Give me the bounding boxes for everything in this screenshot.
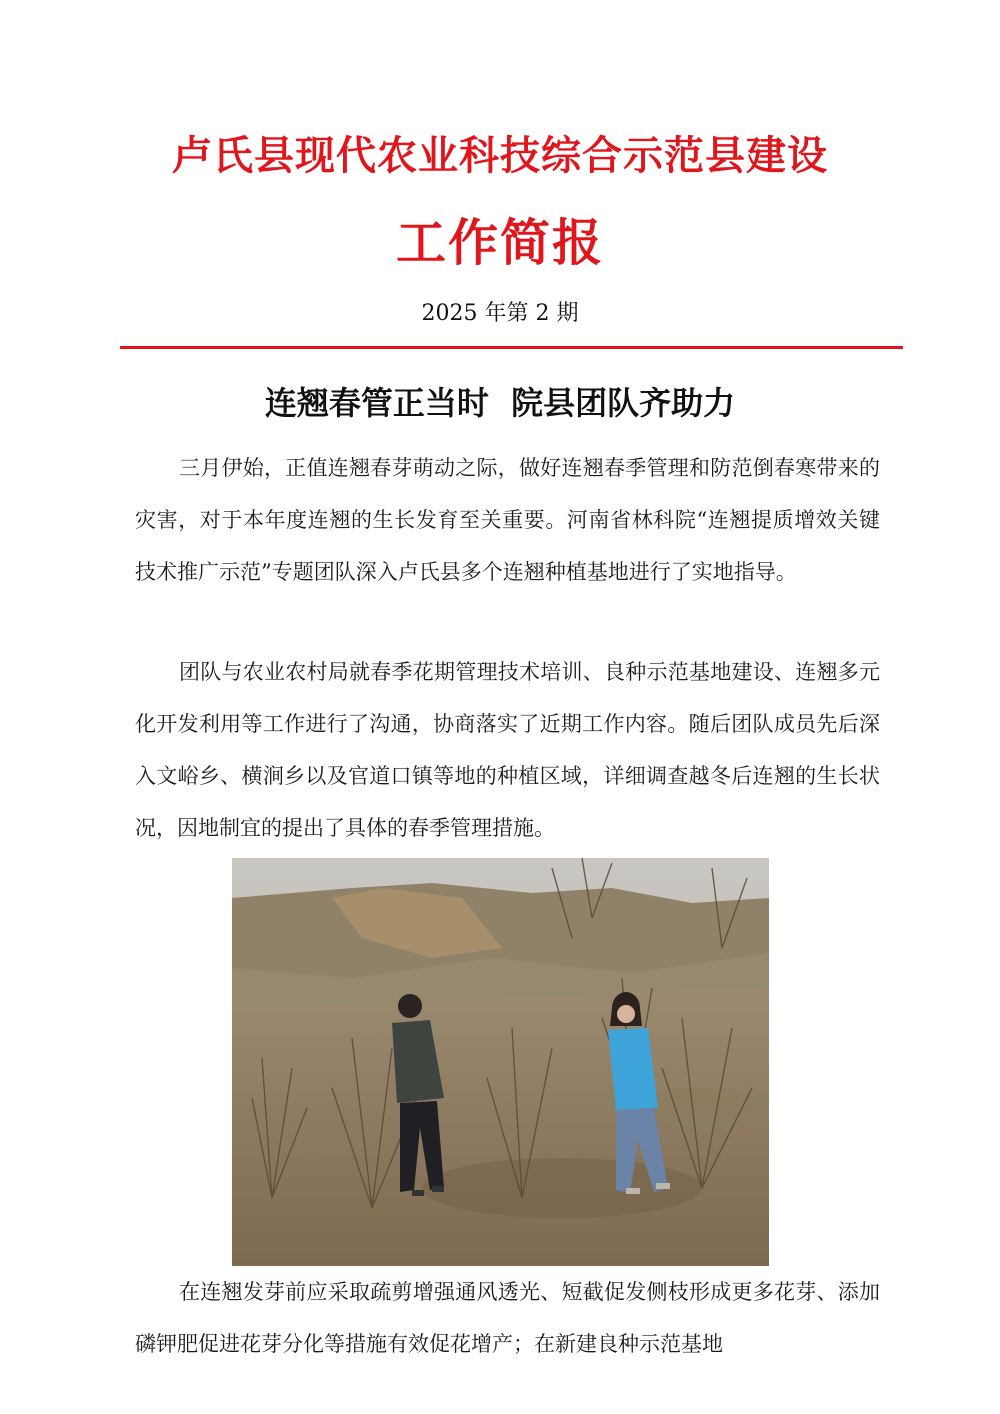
- article-headline: 连翘春管正当时 院县团队齐助力: [264, 384, 736, 422]
- article-paragraph-2: 团队与农业农村局就春季花期管理技术培训、良种示范基地建设、连翘多元化开发利用等工作进行了沟通，协商落实了近期工作内容。随后团队成员先后深入文峪乡、横涧乡以及官道口镇等地的种植区域，详细调查越冬后连翘的生长状况，因地制宜的提出了具体的春季管理措施。: [135, 660, 880, 840]
- issue-number: 2025 年第 2 期: [421, 301, 579, 326]
- masthead-subtitle: 工作简报: [396, 213, 604, 272]
- masthead-divider: [120, 346, 903, 349]
- article-paragraph-1: 三月伊始，正值连翘春芽萌动之际，做好连翘春季管理和防范倒春寒带来的灾害，对于本年度连翘的生长发育至关重要。河南省林科院“连翘提质增效关键技术推广示范”专题团队深入卢氏县多个连翘种植基地进行了实地指导。: [135, 456, 880, 584]
- article-paragraph-3: 在连翘发芽前应采取疏剪增强通风透光、短截促发侧枝形成更多花芽、添加磷钾肥促进花芽分化等措施有效促花增产；在新建良种示范基地: [135, 1280, 880, 1356]
- masthead-title: 卢氏县现代农业科技综合示范县建设: [172, 132, 828, 179]
- field-photo: [232, 858, 769, 1266]
- field-photo-illustration: [232, 858, 769, 1266]
